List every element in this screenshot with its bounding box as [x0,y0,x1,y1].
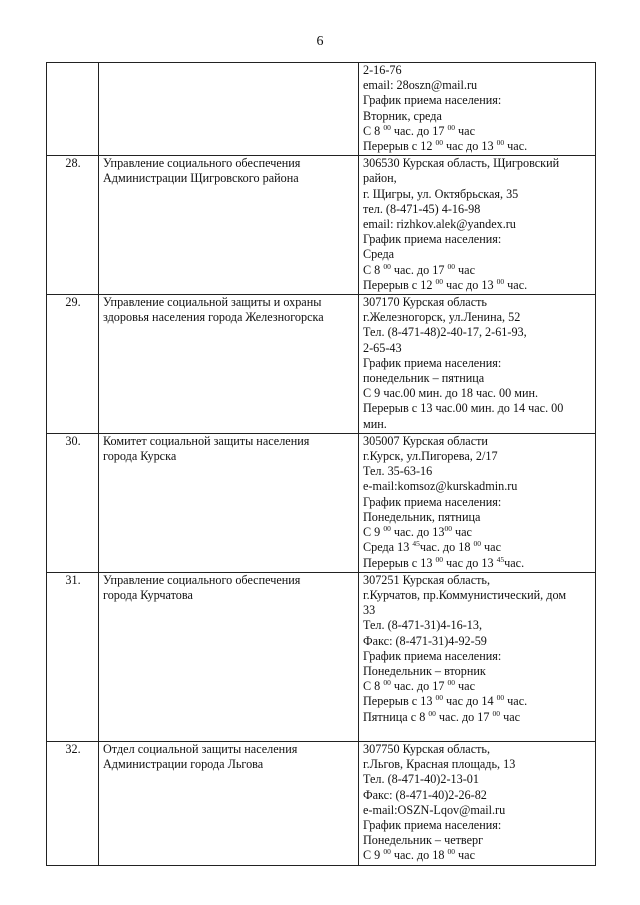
text-segment: 33 [363,603,376,618]
text-segment: тел. (8-471-45) 4-16-98 [363,201,481,216]
contact-info-line [363,401,592,416]
table-row [47,433,596,572]
superscript-minutes: 00 [383,261,391,271]
contact-info-line [363,818,592,833]
text-segment: С 8 [363,123,384,138]
contact-info-line [363,540,592,555]
contact-info-line [363,371,592,386]
text-segment: час [451,525,472,540]
text-segment: 307251 Курская область, [363,572,491,587]
text-segment: час. до 17 [435,709,493,724]
text-segment: e-mail:komsoz@kurskadmin.ru [363,479,518,494]
superscript-minutes: 00 [383,524,391,534]
contact-info-line [363,588,592,603]
table-body [47,63,596,866]
organization-name [99,156,359,295]
contact-info-line [363,679,592,694]
row-number [47,63,99,156]
contact-info-line [363,217,592,232]
text-segment: час. до 18 [419,540,474,555]
text-segment: час до 13 [443,555,497,570]
superscript-minutes: 00 [435,276,443,286]
contact-info [359,156,596,295]
contact-info-line [363,556,592,571]
text-segment: час до 13 [443,139,497,154]
text-segment: 307170 Курская область [363,295,487,310]
text-segment: График приема населения: [363,648,502,663]
text-segment: час [500,709,521,724]
text-segment: Перерыв с 13 час.00 мин. до 14 час. 00 [363,401,564,416]
contact-info-line [363,603,592,618]
contact-info-line [363,109,592,124]
contact-info-line [363,263,592,278]
superscript-minutes: 00 [473,539,481,549]
organization-name [99,295,359,434]
contact-info-line [363,171,592,186]
text-segment: Понедельник – четверг [363,833,484,848]
text-segment: час. [504,277,528,292]
contact-info-line [363,310,592,325]
contact-info-line [363,278,592,293]
table-row [47,156,596,295]
text-segment: час. до 13 [390,525,445,540]
text-segment: час до 13 [443,277,497,292]
superscript-minutes: 00 [383,847,391,857]
text-segment: email: 28oszn@mail.ru [363,78,478,93]
text-segment: Тел. (8-471-40)2-13-01 [363,772,479,787]
superscript-minutes: 00 [435,693,443,703]
text-segment: Среда [363,247,395,262]
superscript-minutes: 00 [428,708,436,718]
contact-info-line [363,694,592,709]
text-segment: час до 14 [443,694,497,709]
text-segment: Перерыв с 12 [363,277,436,292]
contact-info-line [363,573,592,588]
contact-info-line [363,93,592,108]
text-segment: час. [504,694,528,709]
text-segment: С 8 [363,679,384,694]
organization-name [99,433,359,572]
text-segment: Тел. (8-471-48)2-40-17, 2-61-93, [363,325,527,340]
contact-info [359,433,596,572]
text-segment: С 9 час.00 мин. до 18 час. 00 мин. [363,386,539,401]
text-segment: e-mail:OSZN-Lqov@mail.ru [363,802,506,817]
text-segment: Понедельник – вторник [363,663,486,678]
organization-name-line: Отдел социальной защиты населения [103,741,298,756]
contact-info-line [363,772,592,787]
superscript-minutes: 00 [496,693,505,703]
contact-info-line [363,232,592,247]
organization-name-line: Управление социальной защиты и охраны [103,295,322,310]
superscript-minutes: 00 [435,554,443,564]
text-segment: г.Курчатов, пр.Коммунистический, дом [363,587,567,602]
contact-info-line [363,725,592,740]
contact-info-line [363,124,592,139]
contact-info [359,572,596,741]
text-segment: понедельник – пятница [363,371,485,386]
text-segment: час [455,679,475,694]
text-segment: Пятница с 8 [363,709,429,724]
contact-info-line [363,464,592,479]
text-segment: С 8 [363,262,384,277]
text-segment: час. [504,555,525,570]
text-segment: час [455,123,475,138]
row-number: 32. [47,741,99,865]
organization-name [99,741,359,865]
text-segment: г.Курск, ул.Пигорева, 2/17 [363,449,498,464]
superscript-minutes: 00 [447,122,455,132]
superscript-minutes: 00 [447,678,455,688]
text-segment: email: rizhkov.alek@yandex.ru [363,217,516,232]
contact-info-line [363,634,592,649]
superscript-minutes: 00 [492,708,501,718]
organization-name-line: Комитет социальной защиты населения [103,433,310,448]
organization-name-line: здоровья населения города Железногорска [103,310,324,325]
contact-info-line [363,63,592,78]
row-number: 29. [47,295,99,434]
text-segment: мин. [363,416,387,431]
text-segment: Факс: (8-471-40)2-26-82 [363,787,487,802]
text-segment: 305007 Курская области [363,433,488,448]
text-segment: 2-16-76 [363,63,402,77]
text-segment: С 9 [363,848,384,863]
text-segment: График приема населения: [363,494,502,509]
superscript-minutes: 00 [383,122,391,132]
contact-info-line [363,495,592,510]
contact-info-line [363,742,592,757]
organization-name-line: Управление социального обеспечения [103,156,301,171]
text-segment: 307750 Курская область, [363,741,491,756]
contact-info-line [363,649,592,664]
contact-info-line [363,510,592,525]
superscript-minutes: 00 [383,678,391,688]
contact-info [359,741,596,865]
text-segment: час [455,262,475,277]
contact-info-line [363,833,592,848]
text-segment: График приема населения: [363,93,502,108]
text-segment: Вторник, среда [363,108,442,123]
row-number: 31. [47,572,99,741]
superscript-minutes: 00 [447,261,455,271]
text-segment: Тел. (8-471-31)4-16-13, [363,618,482,633]
text-segment: График приема населения: [363,817,502,832]
superscript-minutes: 00 [447,847,455,857]
text-segment: час. до 18 [390,848,448,863]
superscript-minutes: 00 [435,138,443,148]
superscript-minutes: 00 [496,276,505,286]
contact-info-line [363,341,592,356]
row-number: 28. [47,156,99,295]
text-segment: Перерыв с 12 [363,139,436,154]
organization-name-line: Администрации города Льгова [103,757,264,772]
text-segment: Перерыв с 13 [363,694,436,709]
contact-info-line [363,202,592,217]
page-number: 6 [316,34,324,49]
organization-name-line: города Курчатова [103,587,193,602]
text-segment: час. до 17 [390,679,448,694]
text-segment: час. [504,139,528,154]
contact-info-line [363,449,592,464]
organization-name-line: Администрации Щигровского района [103,171,299,186]
text-segment: Перерыв с 13 [363,555,436,570]
text-segment: 2-65-43 [363,340,402,355]
contact-info-line [363,295,592,310]
text-segment: Тел. 35-63-16 [363,464,433,479]
contact-info [359,63,596,156]
contact-info-line [363,417,592,432]
text-segment: район, [363,171,397,186]
text-segment: Понедельник, пятница [363,509,481,524]
text-segment: 306530 Курская область, Щигровский [363,156,560,171]
text-segment: час. до 17 [390,123,448,138]
contact-info-line [363,618,592,633]
contact-info-line [363,710,592,725]
text-segment: График приема населения: [363,355,502,370]
text-segment: час [481,540,501,555]
contact-info-line [363,525,592,540]
text-segment: час [455,848,475,863]
contact-info-line [363,664,592,679]
contact-info-line [363,78,592,93]
contact-info-line [363,356,592,371]
contact-info-line [363,434,592,449]
contact-info-line [363,325,592,340]
contact-info-line [363,247,592,262]
contact-info-line [363,156,592,171]
text-segment: С 9 [363,525,384,540]
contact-info-line [363,386,592,401]
text-segment: г. Щигры, ул. Октябрьская, 35 [363,186,519,201]
text-segment: час. до 17 [390,262,448,277]
contact-info-line [363,187,592,202]
organizations-table [46,62,596,866]
superscript-minutes: 00 [444,524,452,534]
contact-info-line [363,788,592,803]
text-segment: График приема населения: [363,232,502,247]
text-segment: Факс: (8-471-31)4-92-59 [363,633,487,648]
contact-info-line [363,757,592,772]
contact-info-line [363,479,592,494]
superscript-minutes: 45 [412,539,420,549]
contact-info-line [363,803,592,818]
organization-name-line: Управление социального обеспечения [103,572,301,587]
organization-name [99,63,359,156]
table-row [47,741,596,865]
text-segment: г.Льгов, Красная площадь, 13 [363,757,516,772]
organization-name-line: города Курска [103,449,177,464]
table-row [47,295,596,434]
superscript-minutes: 45 [496,554,505,564]
contact-info-line [363,848,592,863]
text-segment: г.Железногорск, ул.Ленина, 52 [363,310,521,325]
contact-info-line [363,139,592,154]
row-number: 30. [47,433,99,572]
contact-info [359,295,596,434]
superscript-minutes: 00 [496,138,505,148]
table-row [47,572,596,741]
table-row [47,63,596,156]
text-segment: Среда 13 [363,540,413,555]
organization-name [99,572,359,741]
